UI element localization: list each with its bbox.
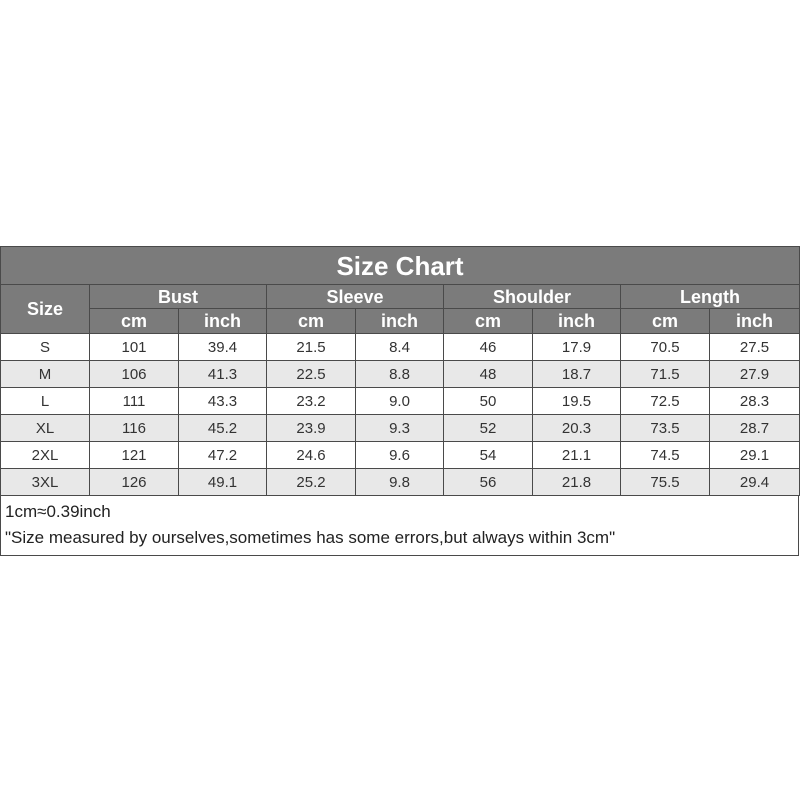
measurement-cell: 121: [90, 442, 179, 469]
size-label-cell: 2XL: [1, 442, 90, 469]
measurement-cell: 101: [90, 334, 179, 361]
unit-header: inch: [179, 309, 267, 334]
size-label-cell: S: [1, 334, 90, 361]
measurement-cell: 21.8: [533, 469, 621, 496]
measurement-cell: 48: [444, 361, 533, 388]
measurement-cell: 24.6: [267, 442, 356, 469]
size-label-cell: L: [1, 388, 90, 415]
measurement-cell: 9.6: [356, 442, 444, 469]
measurement-cell: 28.7: [710, 415, 800, 442]
measurement-cell: 50: [444, 388, 533, 415]
measurement-cell: 8.4: [356, 334, 444, 361]
measurement-cell: 73.5: [621, 415, 710, 442]
group-header-sleeve: Sleeve: [267, 285, 444, 309]
measurement-cell: 52: [444, 415, 533, 442]
measurement-cell: 28.3: [710, 388, 800, 415]
table-row: [1, 334, 800, 361]
measurement-cell: 75.5: [621, 469, 710, 496]
measurement-cell: 22.5: [267, 361, 356, 388]
unit-header: inch: [356, 309, 444, 334]
measurement-cell: 47.2: [179, 442, 267, 469]
group-header-shoulder: Shoulder: [444, 285, 621, 309]
conversion-note: 1cm≈0.39inch: [5, 502, 111, 521]
measurement-cell: 54: [444, 442, 533, 469]
size-label-cell: M: [1, 361, 90, 388]
measurement-cell: 18.7: [533, 361, 621, 388]
group-header-bust: Bust: [90, 285, 267, 309]
group-header-length: Length: [621, 285, 800, 309]
measurement-cell: 17.9: [533, 334, 621, 361]
measurement-cell: 23.2: [267, 388, 356, 415]
measurement-cell: 72.5: [621, 388, 710, 415]
measurement-cell: 21.5: [267, 334, 356, 361]
unit-header: cm: [444, 309, 533, 334]
measurement-disclaimer: "Size measured by ourselves,sometimes has some errors,but always within 3cm": [5, 528, 616, 547]
size-chart: [0, 246, 799, 556]
measurement-cell: 25.2: [267, 469, 356, 496]
measurement-cell: 74.5: [621, 442, 710, 469]
table-row: [1, 415, 800, 442]
chart-title: Size Chart: [1, 247, 800, 285]
measurement-cell: 71.5: [621, 361, 710, 388]
unit-header: cm: [621, 309, 710, 334]
measurement-cell: 9.8: [356, 469, 444, 496]
group-header-row: [1, 285, 800, 309]
measurement-cell: 106: [90, 361, 179, 388]
measurement-cell: 70.5: [621, 334, 710, 361]
measurement-cell: 9.0: [356, 388, 444, 415]
measurement-cell: 27.5: [710, 334, 800, 361]
table-row: [1, 388, 800, 415]
unit-header: inch: [533, 309, 621, 334]
measurement-cell: 19.5: [533, 388, 621, 415]
measurement-cell: 43.3: [179, 388, 267, 415]
measurement-cell: 49.1: [179, 469, 267, 496]
unit-header: cm: [267, 309, 356, 334]
size-header: Size: [1, 285, 90, 334]
measurement-cell: 111: [90, 388, 179, 415]
measurement-cell: 29.1: [710, 442, 800, 469]
measurement-cell: 8.8: [356, 361, 444, 388]
size-label-cell: XL: [1, 415, 90, 442]
measurement-cell: 45.2: [179, 415, 267, 442]
measurement-cell: 39.4: [179, 334, 267, 361]
measurement-cell: 27.9: [710, 361, 800, 388]
measurement-cell: 9.3: [356, 415, 444, 442]
table-row: [1, 442, 800, 469]
table-row: [1, 361, 800, 388]
size-chart-table: [0, 246, 800, 496]
measurement-cell: 21.1: [533, 442, 621, 469]
measurement-cell: 126: [90, 469, 179, 496]
measurement-cell: 23.9: [267, 415, 356, 442]
unit-header: inch: [710, 309, 800, 334]
notes-box: [0, 496, 799, 556]
measurement-cell: 56: [444, 469, 533, 496]
measurement-cell: 41.3: [179, 361, 267, 388]
unit-header: cm: [90, 309, 179, 334]
measurement-cell: 46: [444, 334, 533, 361]
measurement-cell: 20.3: [533, 415, 621, 442]
size-label-cell: 3XL: [1, 469, 90, 496]
size-rows: [1, 334, 800, 496]
measurement-cell: 116: [90, 415, 179, 442]
measurement-cell: 29.4: [710, 469, 800, 496]
table-row: [1, 469, 800, 496]
unit-header-row: [1, 309, 800, 334]
